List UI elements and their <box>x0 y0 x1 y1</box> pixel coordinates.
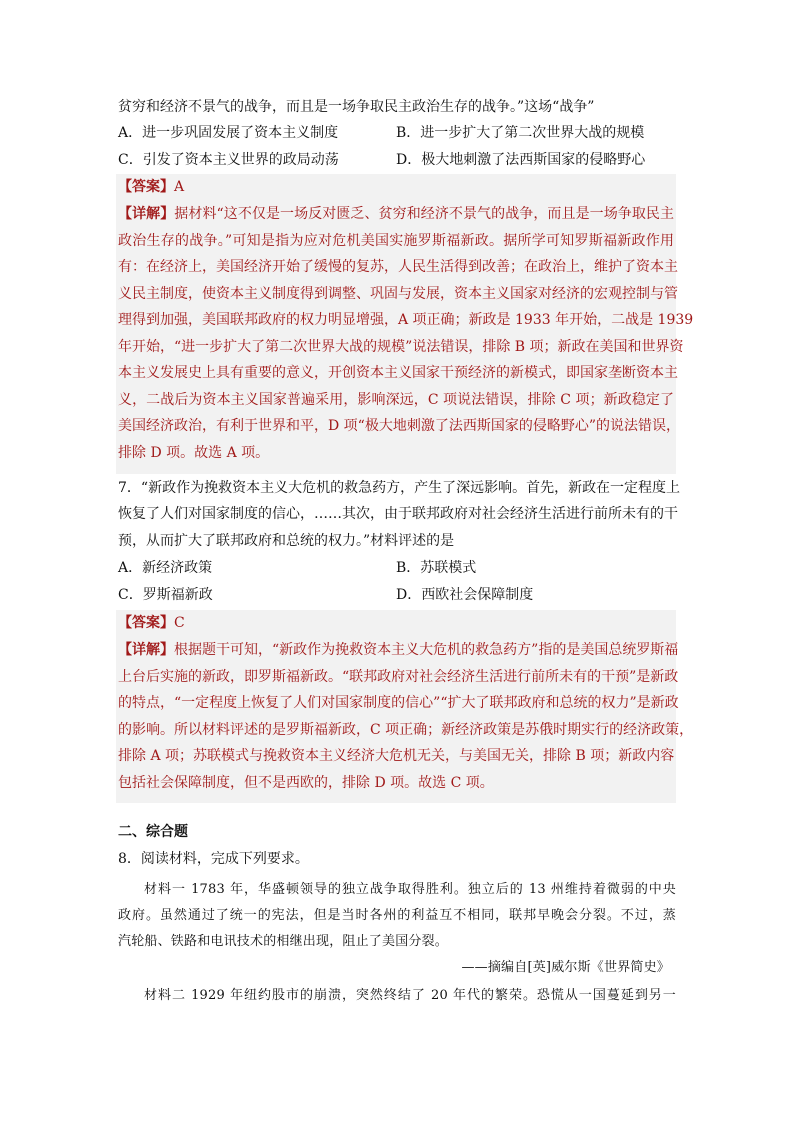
q6-stem-tail: 贫穷和经济不景气的战争，而且是一场争取民主政治生存的战争。”这场“战争” <box>118 99 595 115</box>
q7-option-c: C．罗斯福新政 <box>118 587 213 603</box>
q6-answer <box>118 177 674 197</box>
section-title: 二、综合题 <box>118 824 188 840</box>
q6-detail-line-2: 政治生存的战争。”可知是指为应对危机美国实施罗斯福新政。据所学可知罗斯福新政作用 <box>118 233 674 249</box>
q6-detail-line-8: 义，二战后为资本主义国家普遍采用，影响深远，C 项说法错误，排除 C 项；新政稳定了 <box>118 392 674 408</box>
q6-option-c: C．引发了资本主义世界的政局动荡 <box>118 152 339 168</box>
q7-answer-box <box>116 610 694 803</box>
q7-option-d: D．西欧社会保障制度 <box>396 587 534 603</box>
q6-detail-label: 【详解】 <box>118 206 175 222</box>
q6-answer-box <box>116 174 694 474</box>
q7-answer-value: C <box>174 615 185 631</box>
q6-option-b: B．进一步扩大了第二次世界大战的规模 <box>396 125 645 141</box>
q7-detail-line-6: 包括社会保障制度，但不是西欧的，排除 D 项。故选 C 项。 <box>118 775 494 791</box>
q7-answer <box>118 613 674 633</box>
material1-line-3: 汽轮船、铁路和电讯技术的相继出现，阻止了美国分裂。 <box>118 934 449 949</box>
q6-detail-line-7: 本主义发展史上具有重要的意义，开创资本主义国家干预经济的新模式，即国家垄断资本主 <box>118 365 678 381</box>
q7-stem-line-3: 预，从而扩大了联邦政府和总统的权力。”材料评述的是 <box>118 533 455 549</box>
q6-option-d: D．极大地刺激了法西斯国家的侵略野心 <box>396 152 646 168</box>
q7-detail-line-3: 的特点，“一定程度上恢复了人们对国家制度的信心”“扩大了联邦政府和总统的权力”是新政 <box>118 695 679 711</box>
q7-detail-line-5: 排除 A 项；苏联模式与挽救资本主义经济大危机无关，与美国无关，排除 B 项；新政内容 <box>118 748 675 764</box>
q6-detail-line-5: 理得到加强，美国联邦政府的权力明显增强，A 项正确；新政是 1933 年开始，二战是 1939 <box>118 312 694 328</box>
material1-source: ——摘编自[英]威尔斯《世界简史》 <box>461 960 670 975</box>
q7-option-a: A．新经济政策 <box>118 560 213 576</box>
q7-detail-line-2: 上台后实施的新政，即罗斯福新政。“联邦政府对社会经济生活进行前所未有的干预”是新政 <box>118 669 679 685</box>
q7-option-b: B．苏联模式 <box>396 560 477 576</box>
q6-option-a: A．进一步巩固发展了资本主义制度 <box>118 125 339 141</box>
material1-line-1: 材料一 1783 年，华盛顿领导的独立战争取得胜利。独立后的 13 州维持着微弱的中央 <box>144 882 676 897</box>
q7-stem-line-1: 7．“新政作为挽救资本主义大危机的救急药方，产生了深远影响。首先，新政在一定程度上 <box>118 480 681 496</box>
q7-answer-label: 【答案】 <box>118 615 174 631</box>
q6-detail-line-6: 年开始，“进一步扩大了第二次世界大战的规模”说法错误，排除 B 项；新政在美国和世界资 <box>118 339 684 355</box>
material1-line-2: 政府。虽然通过了统一的宪法，但是当时各州的利益互不相同，联邦早晚会分裂。不过，蒸 <box>118 908 676 923</box>
q6-detail-line-3: 有：在经济上，美国经济开始了缓慢的复苏，人民生活得到改善；在政治上，维护了资本主 <box>118 259 678 275</box>
material2-line-1: 材料二 1929 年纽约股市的崩溃，突然终结了 20 年代的繁荣。恐慌从一国蔓延到另一 <box>144 988 676 1003</box>
q6-detail-line-1: 【详解】据材料“这不仅是一场反对匮乏、贫穷和经济不景气的战争，而且是一场争取民主 <box>118 206 675 222</box>
q7-detail-label: 【详解】 <box>118 642 174 658</box>
q7-detail-line-4: 的影响。所以材料评述的是罗斯福新政，C 项正确；新经济政策是苏俄时期实行的经济政策， <box>118 722 694 738</box>
q6-detail-line-9: 美国经济政治，有利于世界和平，D 项“极大地刺激了法西斯国家的侵略野心”的说法错误， <box>118 418 680 434</box>
q6-detail-line-4: 义民主制度，使资本主义制度得到调整、巩固与发展，资本主义国家对经济的宏观控制与管 <box>118 286 678 302</box>
q7-stem-line-2: 恢复了人们对国家制度的信心，……其次，由于联邦政府对社会经济生活进行前所未有的干 <box>118 506 678 522</box>
q6-answer-label: 【答案】 <box>118 179 174 195</box>
q8-stem: 8．阅读材料，完成下列要求。 <box>118 851 309 867</box>
q7-detail-line-1: 【详解】根据题干可知，“新政作为挽救资本主义大危机的救急药方”指的是美国总统罗斯福 <box>118 642 679 658</box>
q6-answer-value: A <box>174 179 185 195</box>
q6-detail-line-10: 排除 D 项。故选 A 项。 <box>118 445 270 461</box>
